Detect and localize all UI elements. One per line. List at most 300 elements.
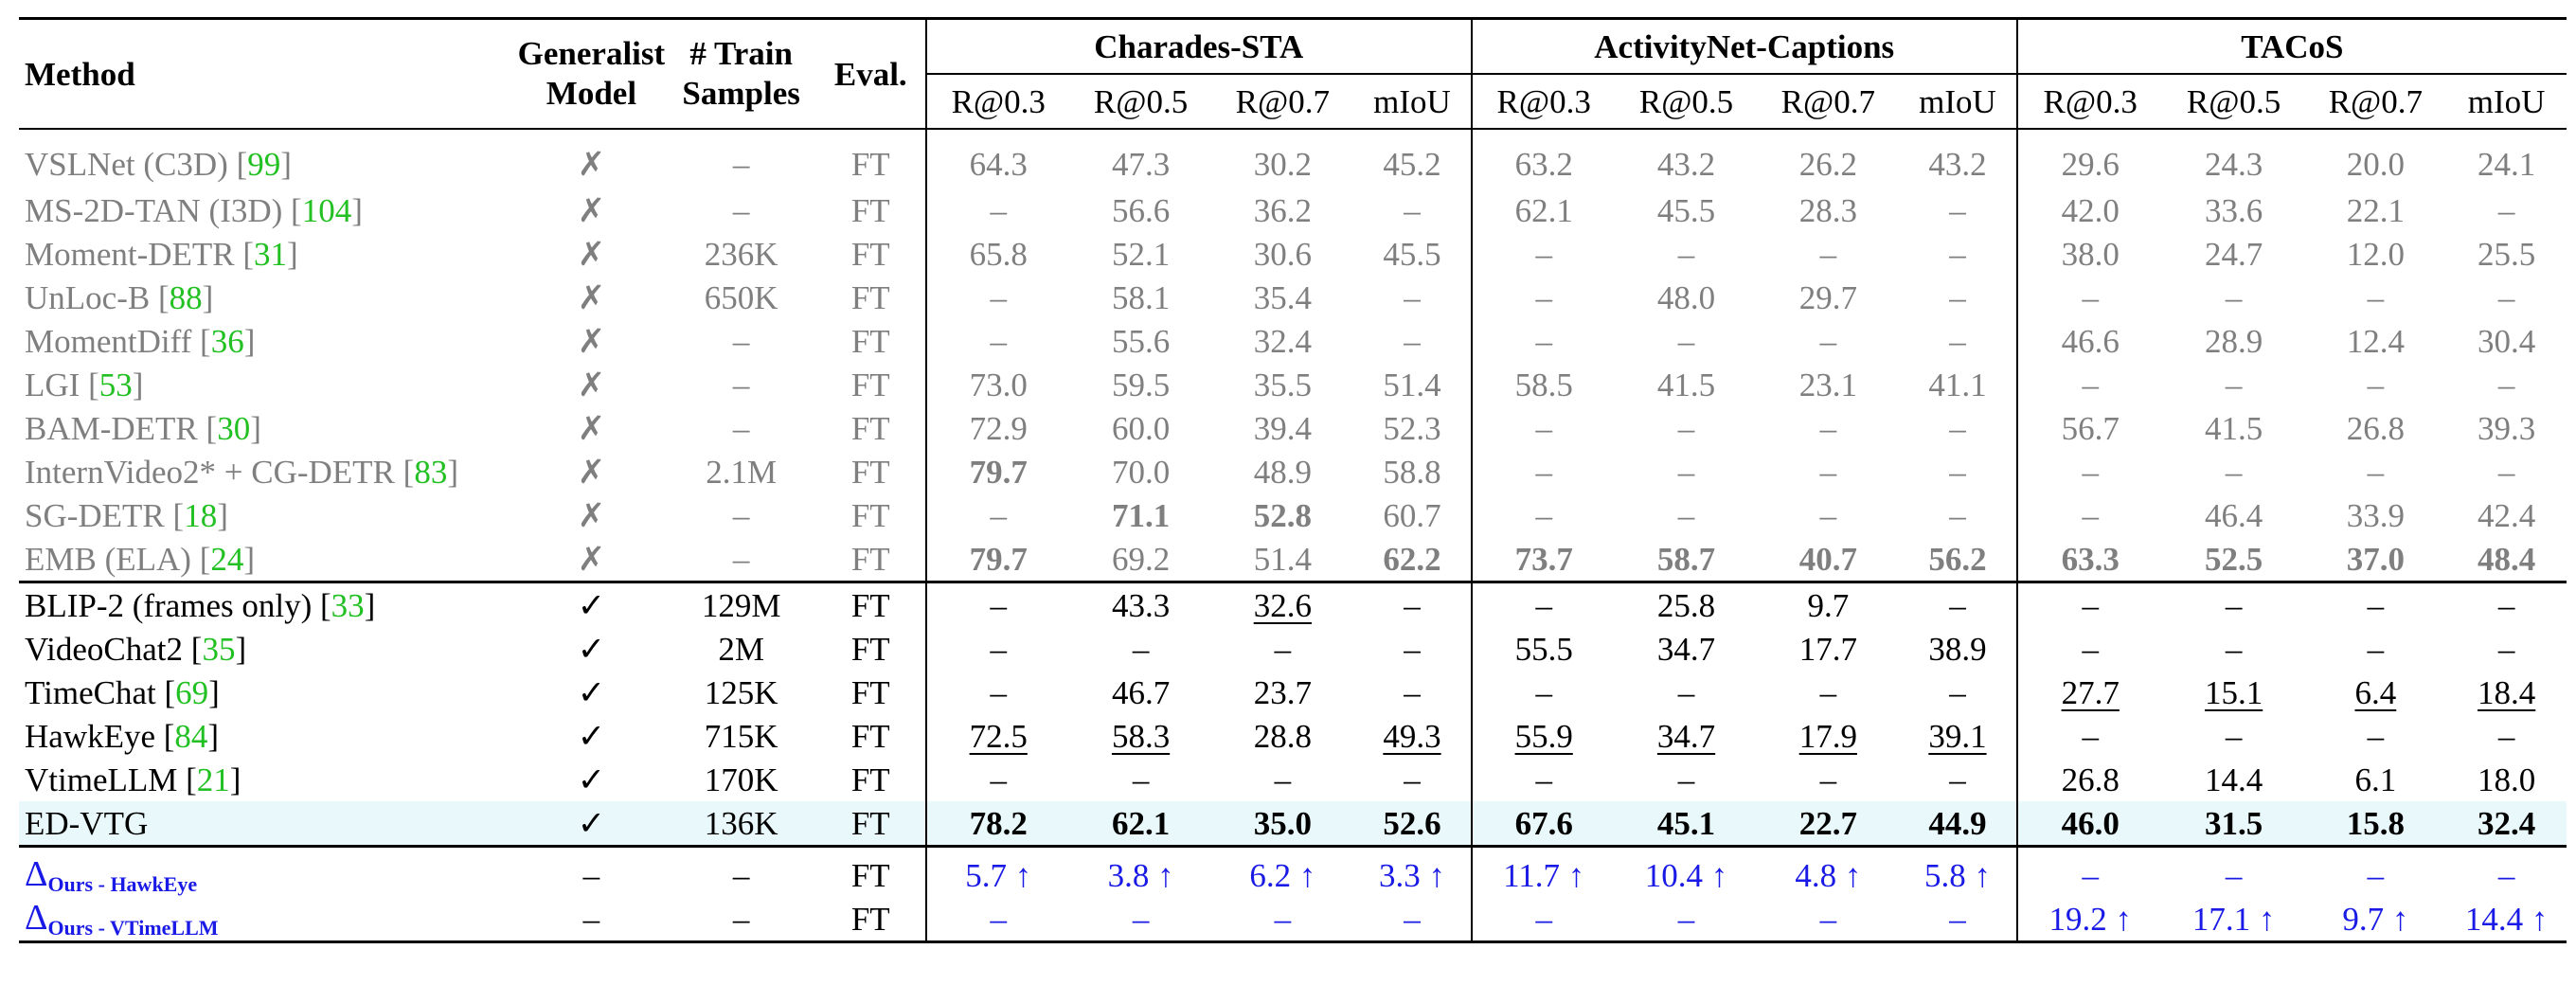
value-cell: 42.4 — [2478, 496, 2536, 534]
table-row — [19, 406, 2567, 450]
eval-mode: FT — [816, 129, 926, 188]
method-label: VideoChat2 — [25, 630, 184, 668]
train-samples: 236K — [704, 235, 778, 273]
value-cell: – — [1070, 897, 1212, 942]
value-cell: – — [1819, 761, 1837, 798]
table-row — [19, 188, 2567, 232]
method-label: ED-VTG — [25, 804, 149, 842]
value-cell: 9.7 — [1757, 582, 1899, 628]
header-method: Method — [19, 19, 516, 130]
value-cell: 18.4 — [2478, 673, 2536, 711]
train-samples: 2.1M — [706, 453, 778, 491]
value-cell: 39.1 — [1928, 717, 1987, 755]
value-cell: 17.7 — [1798, 630, 1857, 668]
method-name: MS-2D-TAN (I3D) [104] — [25, 191, 363, 229]
value-cell: – — [1404, 191, 1421, 229]
value-cell: – — [2497, 717, 2515, 755]
eval-mode: FT — [850, 409, 890, 447]
value-cell: 29.7 — [1798, 278, 1857, 316]
value-cell: – — [1472, 276, 1616, 319]
value-cell: – — [1353, 897, 1472, 942]
value-cell: 46.4 — [2204, 496, 2263, 534]
table-row — [19, 232, 2567, 276]
delta-label: $\Delta_{Ours - VTimeLLM}$ — [19, 897, 516, 942]
table-row — [19, 714, 2567, 758]
generalist-mark: ✗ — [516, 129, 666, 188]
value-cell: 60.0 — [1111, 409, 1171, 447]
value-cell: – — [1819, 235, 1837, 273]
value-cell: 28.8 — [1253, 717, 1312, 755]
header-generalist: Generalist Model — [516, 19, 666, 130]
value-cell: 72.9 — [926, 406, 1070, 450]
value-cell: 67.6 — [1472, 801, 1616, 847]
value-cell: – — [2367, 278, 2385, 316]
eval-mode: FT — [816, 801, 926, 847]
value-cell: 24.7 — [2204, 235, 2263, 273]
value-cell: 30.4 — [2478, 322, 2536, 360]
value-cell: 47.3 — [1070, 129, 1212, 188]
value-cell: 45.2 — [1353, 129, 1472, 188]
value-cell: 46.7 — [1111, 673, 1171, 711]
generalist-mark: ✓ — [577, 717, 606, 755]
header-metric: R@0.7 — [1780, 82, 1875, 120]
eval-mode: FT — [850, 366, 890, 403]
value-cell: 23.7 — [1253, 673, 1312, 711]
value-cell: – — [2163, 582, 2305, 628]
value-cell: – — [926, 671, 1070, 714]
method-name: EMB (ELA) [24] — [25, 540, 256, 578]
value-cell: 43.2 — [1616, 129, 1758, 188]
table-row-delta — [19, 847, 2567, 898]
value-cell: 42.0 — [2017, 188, 2163, 232]
citation-link[interactable]: 104 — [301, 191, 352, 229]
generalist-mark: – — [516, 897, 666, 942]
value-cell: 62.1 — [1472, 188, 1616, 232]
value-cell: 15.8 — [2304, 801, 2446, 847]
value-cell: – — [1472, 450, 1616, 493]
value-cell: – — [1404, 278, 1421, 316]
value-cell: – — [1677, 761, 1695, 798]
value-cell: 52.8 — [1253, 496, 1312, 534]
method-name: LGI [53] — [25, 366, 144, 403]
citation-link[interactable]: 24 — [210, 540, 244, 578]
method-name: VSLNet (C3D) [99] — [19, 129, 516, 188]
train-samples: 136K — [667, 801, 816, 847]
value-cell: – — [2304, 847, 2446, 898]
method-name: BAM-DETR [30] — [25, 409, 261, 447]
value-cell: – — [1404, 630, 1421, 668]
citation-link[interactable]: 84 — [174, 717, 208, 755]
value-cell: 39.4 — [1253, 409, 1312, 447]
citation-link[interactable]: 88 — [169, 278, 203, 316]
value-cell: 37.0 — [2346, 540, 2405, 578]
citation-link[interactable]: 30 — [217, 409, 251, 447]
value-cell: – — [1949, 235, 1966, 273]
header-metric: mIoU — [2467, 82, 2546, 120]
header-metric: R@0.5 — [2186, 82, 2281, 120]
value-cell: 45.1 — [1616, 801, 1758, 847]
value-cell: – — [1472, 897, 1616, 942]
method-name: UnLoc-B [88] — [25, 278, 214, 316]
value-cell: 32.4 — [1253, 322, 1312, 360]
value-cell: – — [1404, 761, 1421, 798]
value-cell: 34.7 — [1656, 630, 1716, 668]
generalist-mark: ✗ — [577, 409, 606, 447]
train-samples: – — [667, 897, 816, 942]
value-cell: 45.5 — [1656, 191, 1716, 229]
value-cell: 35.5 — [1253, 366, 1312, 403]
value-cell: – — [2017, 276, 2163, 319]
header-metric: R@0.7 — [2328, 82, 2424, 120]
value-cell: 51.4 — [1253, 540, 1312, 578]
value-cell: – — [1899, 897, 2017, 942]
generalist-mark: ✓ — [577, 673, 606, 711]
header-train-samples: # Train Samples — [667, 19, 816, 130]
value-cell: – — [1404, 322, 1421, 360]
citation-link[interactable]: 53 — [98, 366, 133, 403]
value-cell: 26.2 — [1757, 129, 1899, 188]
value-cell: – — [1677, 453, 1695, 491]
method-label: SG-DETR — [25, 496, 165, 534]
value-cell: – — [1819, 409, 1837, 447]
method-label: MS-2D-TAN (I3D) — [25, 191, 283, 229]
method-label: HawkEye — [25, 717, 156, 755]
header-metric: R@0.3 — [1472, 74, 1616, 129]
train-samples: 2M — [718, 630, 764, 668]
value-cell: 9.7 ↑ — [2304, 897, 2446, 942]
value-cell: 3.3 ↑ — [1353, 847, 1472, 898]
table-row — [19, 276, 2567, 319]
value-cell: 3.8 ↑ — [1070, 847, 1212, 898]
value-cell: – — [1757, 897, 1899, 942]
value-cell: 40.7 — [1798, 540, 1857, 578]
value-cell: 38.9 — [1928, 630, 1987, 668]
value-cell: – — [1353, 582, 1472, 628]
value-cell: 5.7 ↑ — [926, 847, 1070, 898]
eval-mode: FT — [850, 322, 890, 360]
value-cell: – — [1677, 496, 1695, 534]
value-cell: 24.1 — [2446, 129, 2567, 188]
method-label: TimeChat — [25, 673, 156, 711]
value-cell: – — [1616, 897, 1758, 942]
value-cell: – — [926, 493, 1070, 537]
value-cell: 46.6 — [2017, 319, 2163, 363]
train-samples: – — [732, 322, 750, 360]
train-samples: 650K — [704, 278, 778, 316]
eval-mode: FT — [816, 582, 926, 628]
generalist-mark: ✗ — [577, 540, 606, 578]
table-row — [19, 129, 2567, 188]
value-cell: 17.9 — [1798, 717, 1857, 755]
value-cell: 11.7 ↑ — [1472, 847, 1616, 898]
header-metric: R@0.3 — [926, 74, 1070, 129]
value-cell: – — [926, 897, 1070, 942]
value-cell: – — [1404, 673, 1421, 711]
value-cell: 71.1 — [1111, 496, 1171, 534]
generalist-mark: ✓ — [577, 761, 606, 798]
value-cell: 23.1 — [1798, 366, 1857, 403]
generalist-mark: ✗ — [577, 235, 606, 273]
value-cell: 15.1 — [2204, 673, 2263, 711]
delta-label: $\Delta_{Ours - HawkEye}$ — [19, 847, 516, 898]
value-cell: 25.5 — [2478, 235, 2536, 273]
value-cell: – — [1132, 761, 1150, 798]
value-cell: – — [2446, 847, 2567, 898]
value-cell: 58.7 — [1656, 540, 1716, 578]
header-group-activitynet: ActivityNet-Captions — [1472, 19, 2017, 75]
value-cell: – — [2017, 847, 2163, 898]
value-cell: 44.9 — [1899, 801, 2017, 847]
table-row-delta — [19, 897, 2567, 942]
value-cell: 26.8 — [2017, 758, 2163, 801]
value-cell: 5.8 ↑ — [1899, 847, 2017, 898]
value-cell: – — [2446, 582, 2567, 628]
value-cell: 58.3 — [1111, 717, 1171, 755]
citation-link[interactable]: 21 — [196, 761, 230, 798]
value-cell: – — [2017, 582, 2163, 628]
value-cell: 41.5 — [1656, 366, 1716, 403]
value-cell: – — [1472, 758, 1616, 801]
value-cell: – — [1677, 673, 1695, 711]
method-name — [19, 801, 516, 847]
value-cell: 29.6 — [2017, 129, 2163, 188]
value-cell: 52.1 — [1111, 235, 1171, 273]
value-cell: 41.5 — [2204, 409, 2263, 447]
value-cell: – — [1472, 232, 1616, 276]
value-cell: – — [2225, 453, 2243, 491]
value-cell: – — [1949, 453, 1966, 491]
value-cell: – — [1472, 582, 1616, 628]
value-cell: 73.7 — [1472, 537, 1616, 582]
value-cell: 14.4 — [2204, 761, 2263, 798]
value-cell: – — [1274, 630, 1292, 668]
value-cell: 48.0 — [1656, 278, 1716, 316]
value-cell: – — [926, 188, 1070, 232]
table-row — [19, 450, 2567, 493]
value-cell: – — [1472, 319, 1616, 363]
value-cell: – — [1949, 278, 1966, 316]
value-cell: – — [1949, 322, 1966, 360]
header-metric: mIoU — [1373, 82, 1451, 120]
eval-mode: FT — [850, 761, 890, 798]
value-cell: – — [1677, 409, 1695, 447]
value-cell: – — [2497, 191, 2515, 229]
value-cell: 58.5 — [1472, 363, 1616, 406]
value-cell: – — [2367, 366, 2385, 403]
value-cell: 14.4 ↑ — [2446, 897, 2567, 942]
results-table — [19, 17, 2567, 943]
train-samples: – — [667, 129, 816, 188]
value-cell: 34.7 — [1656, 717, 1716, 755]
table-row — [19, 582, 2567, 628]
value-cell: 63.3 — [2017, 537, 2163, 582]
method-name: VtimeLLM [21] — [25, 761, 242, 798]
train-samples: – — [732, 409, 750, 447]
value-cell: 33.9 — [2346, 496, 2405, 534]
train-samples: 170K — [704, 761, 778, 798]
generalist-mark: ✗ — [577, 366, 606, 403]
value-cell: 4.8 ↑ — [1757, 847, 1899, 898]
header-metric: R@0.5 — [1093, 82, 1189, 120]
citation-link[interactable]: 83 — [414, 453, 448, 491]
value-cell: – — [2367, 717, 2385, 755]
value-cell: 24.3 — [2163, 129, 2305, 188]
table-row — [19, 537, 2567, 582]
method-label: BAM-DETR — [25, 409, 198, 447]
value-cell: 78.2 — [926, 801, 1070, 847]
value-cell: – — [2017, 627, 2163, 671]
citation-link[interactable]: 35 — [202, 630, 236, 668]
value-cell: 49.3 — [1383, 717, 1441, 755]
value-cell: 38.0 — [2017, 232, 2163, 276]
value-cell: 46.0 — [2017, 801, 2163, 847]
table-row — [19, 671, 2567, 714]
value-cell: 10.4 ↑ — [1616, 847, 1758, 898]
value-cell: – — [1819, 322, 1837, 360]
table-row-ours — [19, 801, 2567, 847]
value-cell: – — [2163, 847, 2305, 898]
generalist-mark: ✗ — [577, 453, 606, 491]
eval-mode: FT — [850, 235, 890, 273]
value-cell: 32.6 — [1211, 582, 1353, 628]
table-row — [19, 319, 2567, 363]
value-cell: 6.2 ↑ — [1211, 847, 1353, 898]
value-cell: 65.8 — [926, 232, 1070, 276]
value-cell: 45.5 — [1383, 235, 1441, 273]
value-cell: 72.5 — [926, 714, 1070, 758]
value-cell: – — [1211, 897, 1353, 942]
generalist-mark: ✗ — [577, 278, 606, 316]
value-cell: 60.7 — [1383, 496, 1441, 534]
value-cell: 56.2 — [1928, 540, 1987, 578]
value-cell: 27.7 — [2017, 671, 2163, 714]
value-cell: 31.5 — [2163, 801, 2305, 847]
table-row — [19, 363, 2567, 406]
value-cell: – — [1949, 761, 1966, 798]
header-metric: R@0.5 — [1638, 82, 1734, 120]
value-cell: – — [2497, 630, 2515, 668]
generalist-mark: ✓ — [516, 582, 666, 628]
value-cell: 43.2 — [1899, 129, 2017, 188]
value-cell: 41.1 — [1928, 366, 1987, 403]
method-name: BLIP-2 (frames only) [33] — [19, 582, 516, 628]
value-cell: 32.4 — [2446, 801, 2567, 847]
citation-link[interactable]: 33 — [331, 586, 365, 624]
value-cell: – — [2497, 278, 2515, 316]
value-cell: – — [2497, 453, 2515, 491]
citation-link[interactable]: 36 — [210, 322, 244, 360]
value-cell: 73.0 — [926, 363, 1070, 406]
value-cell: 70.0 — [1111, 453, 1171, 491]
value-cell: 55.6 — [1111, 322, 1171, 360]
value-cell: 22.7 — [1757, 801, 1899, 847]
value-cell: 58.1 — [1111, 278, 1171, 316]
citation-link[interactable]: 69 — [175, 673, 209, 711]
method-name: MomentDiff [36] — [25, 322, 256, 360]
value-cell: – — [2017, 714, 2163, 758]
value-cell: 12.4 — [2346, 322, 2405, 360]
value-cell: 25.8 — [1616, 582, 1758, 628]
eval-mode: FT — [850, 673, 890, 711]
train-samples: 125K — [704, 673, 778, 711]
method-label: MomentDiff — [25, 322, 192, 360]
table-row — [19, 758, 2567, 801]
value-cell: – — [2497, 366, 2515, 403]
value-cell: – — [1132, 630, 1150, 668]
citation-link[interactable]: 31 — [254, 235, 288, 273]
value-cell: 59.5 — [1111, 366, 1171, 403]
value-cell: – — [1949, 496, 1966, 534]
generalist-mark: ✓ — [516, 801, 666, 847]
method-name: Moment-DETR [31] — [25, 235, 298, 273]
method-name: HawkEye [84] — [25, 717, 220, 755]
method-label: VSLNet (C3D) — [25, 145, 228, 183]
value-cell: 17.1 ↑ — [2163, 897, 2305, 942]
method-label: Moment-DETR — [25, 235, 235, 273]
value-cell: – — [2017, 450, 2163, 493]
eval-mode: FT — [850, 453, 890, 491]
value-cell: – — [2225, 278, 2243, 316]
value-cell: 79.7 — [926, 537, 1070, 582]
value-cell: – — [926, 758, 1070, 801]
value-cell: 12.0 — [2346, 235, 2405, 273]
method-label: UnLoc-B — [25, 278, 151, 316]
method-label: InternVideo2* + CG-DETR — [25, 453, 395, 491]
header-group-charades: Charades-STA — [926, 19, 1472, 75]
eval-mode: FT — [850, 278, 890, 316]
value-cell: – — [1472, 493, 1616, 537]
value-cell: 48.9 — [1253, 453, 1312, 491]
value-cell: 26.8 — [2346, 409, 2405, 447]
train-samples: 129M — [667, 582, 816, 628]
train-samples: – — [732, 191, 750, 229]
train-samples: – — [732, 540, 750, 578]
citation-link[interactable]: 99 — [247, 145, 281, 183]
header-group-tacos: TACoS — [2017, 19, 2567, 75]
eval-mode: FT — [816, 897, 926, 942]
value-cell: 35.4 — [1253, 278, 1312, 316]
value-cell: 55.5 — [1472, 627, 1616, 671]
value-cell: – — [2304, 582, 2446, 628]
value-cell: 22.1 — [2346, 191, 2405, 229]
value-cell: – — [1899, 582, 2017, 628]
value-cell: – — [1677, 235, 1695, 273]
generalist-mark: ✓ — [577, 630, 606, 668]
value-cell: 63.2 — [1472, 129, 1616, 188]
value-cell: 39.3 — [2478, 409, 2536, 447]
value-cell: 6.4 — [2354, 673, 2397, 711]
value-cell: – — [1949, 409, 1966, 447]
value-cell: – — [926, 319, 1070, 363]
value-cell: 43.3 — [1070, 582, 1212, 628]
value-cell: 35.0 — [1211, 801, 1353, 847]
eval-mode: FT — [816, 847, 926, 898]
citation-link[interactable]: 18 — [184, 496, 218, 534]
value-cell: 64.3 — [926, 129, 1070, 188]
value-cell: – — [2225, 366, 2243, 403]
value-cell: 20.0 — [2304, 129, 2446, 188]
value-cell: – — [1949, 191, 1966, 229]
value-cell: – — [926, 276, 1070, 319]
value-cell: 36.2 — [1253, 191, 1312, 229]
value-cell: – — [1274, 761, 1292, 798]
generalist-mark: ✗ — [577, 322, 606, 360]
value-cell: 52.5 — [2204, 540, 2263, 578]
value-cell: – — [1472, 671, 1616, 714]
value-cell: – — [1677, 322, 1695, 360]
value-cell: – — [1949, 673, 1966, 711]
train-samples: 715K — [704, 717, 778, 755]
